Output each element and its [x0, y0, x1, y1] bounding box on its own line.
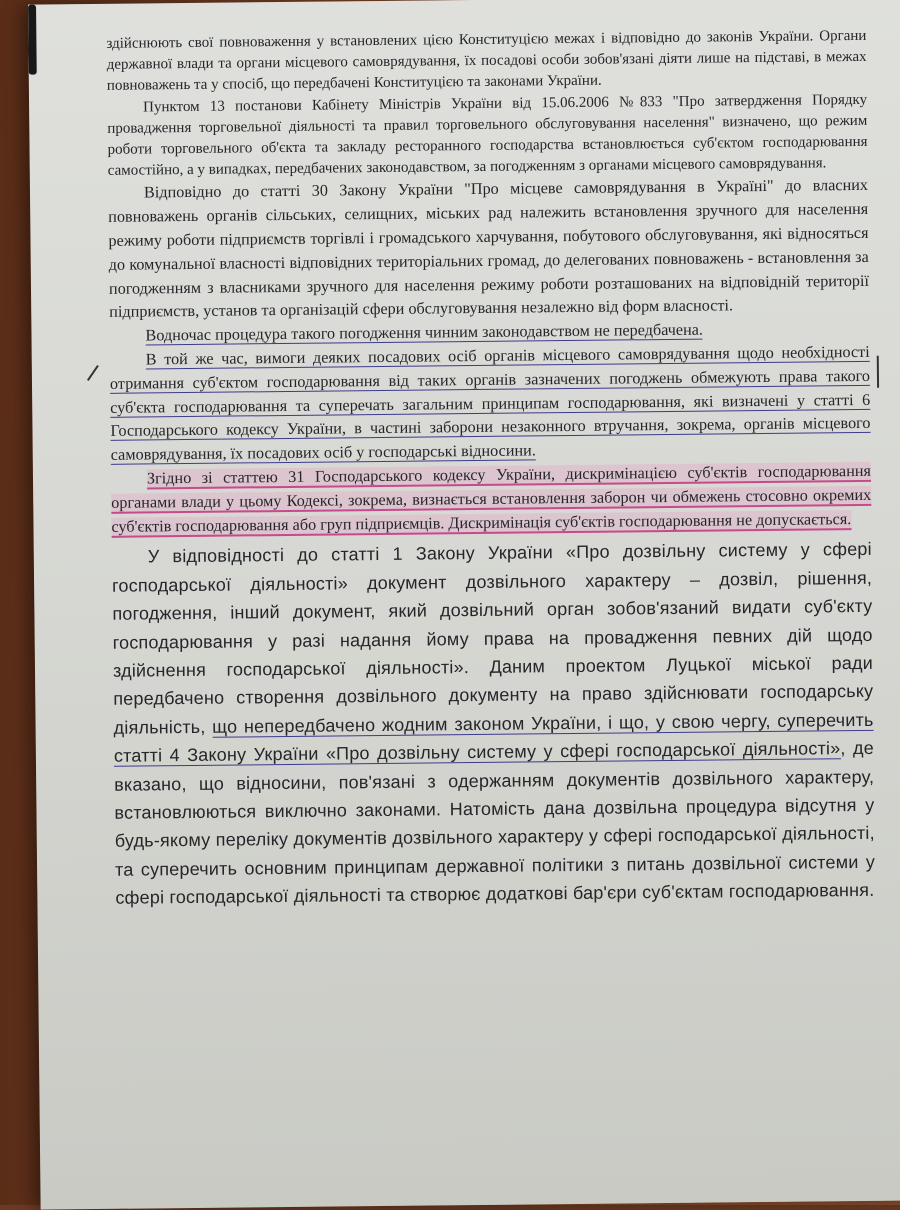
pen-mark [28, 5, 37, 75]
margin-tick [87, 365, 99, 381]
highlighted-text: Згідно зі статтею 31 Господарського кодексу України, дискримінацією суб'єктів господарювання органами влади у цьому Кодексі, зокрема, визнається встановлення заборон чи обмежень стосовно окремих суб'єктів господарювання або груп підприємців. Дискримінація суб'єктів господарювання не допускається. [111, 461, 872, 536]
paragraph: здійснюють свої повноваження у встановлених цією Конституцією межах і відповідно до законів України. Органи державної влади та органи місцевого самоврядування, їх посадові особи зобов'язані діяти лише на підставі, в межах повноважень та у спосіб, що передбачені Конституцією та законами України. [106, 27, 867, 95]
paragraph: Відповідно до статті 30 Закону України "Про місцеве самоврядування в Україні" до власних повноважень органів сільських, селищних, міських рад належить встановлення зручного для населення режиму роботи підприємств торгівлі і громадського харчування, побутового обслуговування, які відносяться до комунальної власності відповідних територіальних громад, до делегованих повноважень - встановлення за погодженням з власниками зручного для населення режиму роботи розташованих на відповідній території підприємств, установ та організацій сфери обслуговування незалежно від форм власності. [108, 176, 870, 322]
margin-tick [877, 356, 879, 388]
underlined-text: що непередбачено жодним законом України, і що, у свою чергу, суперечить статті 4 Закону України «Про дозвільну систему у сфері господарської діяльності» [113, 709, 874, 767]
text-run: У відповідності до статті 1 Закону України «Про дозвільну систему у сфері господарської діяльності» документ дозвільного характеру – дозвіл, рішення, погодження, інший документ, який дозвільний орган зобов'язаний видати суб'єкту господарювання у разі надання йому права на провадження певних дій щодо здійснення господарської діяльності». Даним проектом Луцької міської ради передбачено створення дозвільного документу на право здійснювати господарську діяльність, [112, 539, 874, 738]
section-permit-system [112, 535, 876, 912]
paragraph [112, 535, 876, 912]
document-page [28, 0, 900, 1210]
paragraph-highlighted [111, 460, 872, 539]
document-text [106, 26, 875, 913]
paragraph: Пунктом 13 постанови Кабінету Міністрів України від 15.06.2006 №833 "Про затвердження Порядку провадження торговельної діяльності та правил торговельного обслуговування населення" визначено, що режим роботи торговельного об'єкта та закладу ресторанного господарства встановлюється суб'єктом господарювання самостійно, а у випадках, передбачених законодавством, за погодженням з органами місцевого самоврядування. [107, 91, 868, 180]
underlined-text: В той же час, вимоги деяких посадових осіб органів місцевого самоврядування щодо необхідності отримання суб'єктом господарювання від таких органів зазначених погоджень обмежують права такого суб'єкта господарювання та суперечать загальним принципам господарювання, які визначені у статті 6 Господарського кодексу України, в частині заборони незаконного втручання, зокрема, органів місцевого самоврядування, їх посадових осіб у господарські відносини. [109, 342, 871, 465]
section-constitution [106, 26, 868, 182]
text-run: , де вказано, що відносини, пов'язані з одержанням документів дозвільного характеру, встановлюються виключно законами. Натомість дана дозвільна процедура відсутня у будь-якому переліку документів дозвільного характеру у сфері господарської діяльності, та суперечить основним принципам державної політики з питань дозвільної системи у сфері господарської діяльності та створює додаткові бар'єри суб'єктам господарювання. [114, 738, 876, 909]
underlined-text: Водночас процедура такого погодження чинним законодавством не передбачена. [145, 320, 704, 345]
paragraph-underlined [110, 341, 871, 468]
section-local-government [108, 174, 872, 539]
